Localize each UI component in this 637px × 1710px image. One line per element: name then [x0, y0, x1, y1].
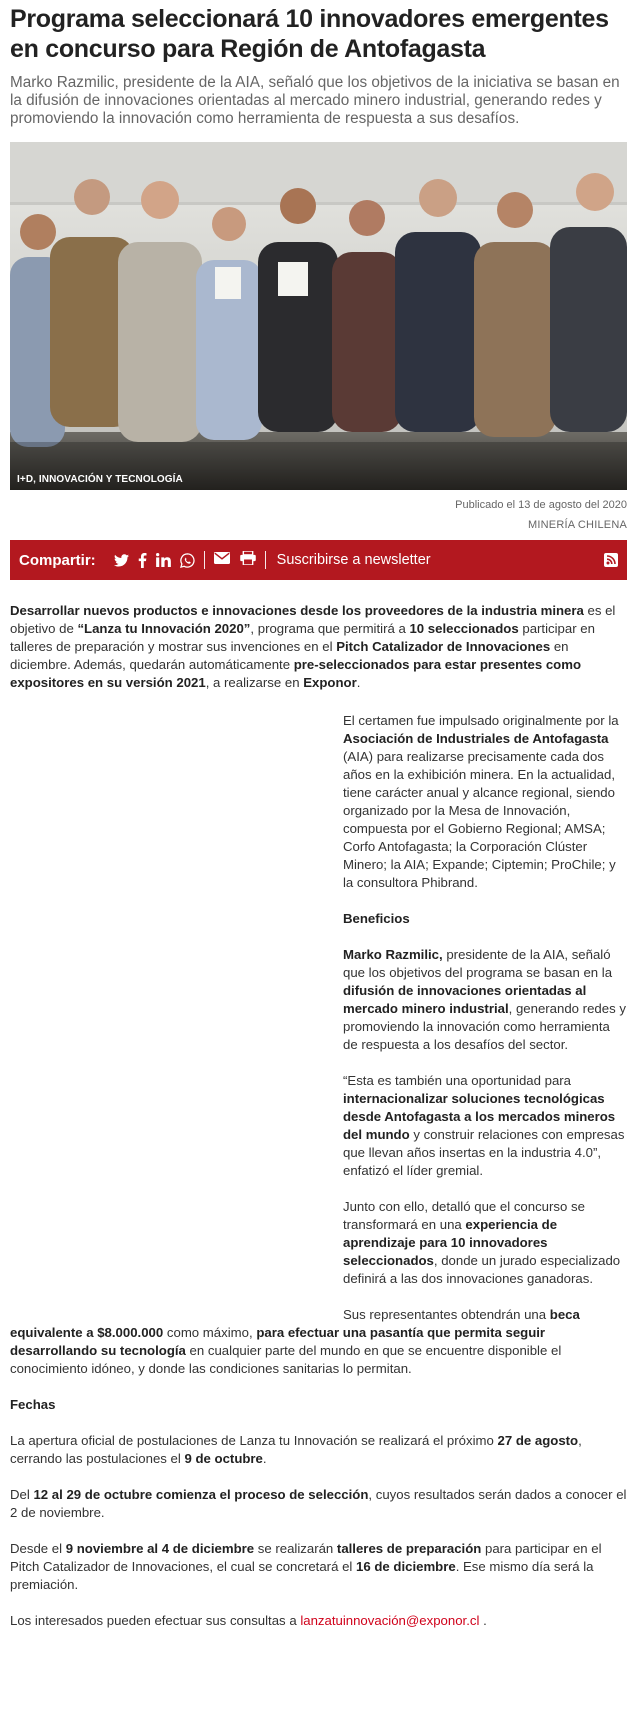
- paragraph-intro: Desarrollar nuevos productos e innovaciones desde los proveedores de la industria minera es el objetivo de “Lanza tu Innovación 2020”, programa que permitirá a 10 seleccionados participar en talleres de preparación y mostrar sus invenciones en el Pitch Catalizador de Innovaciones en diciembre. Además, quedarán automáticamente pre-seleccionados para estar presentes como expositores en su versión 2021, a realizarse en Exponor.: [10, 603, 616, 690]
- paragraph-concurso: Junto con ello, detalló que el concurso se transformará en una experiencia de aprendizaje para 10 innovadores seleccionados, donde un jurado especializado definirá a las dos innovaciones ganadoras.: [343, 1199, 621, 1286]
- whatsapp-icon[interactable]: [180, 553, 195, 568]
- group-photo-image: [10, 142, 627, 490]
- article-title: Programa seleccionará 10 innovadores emergentes en concurso para Región de Antofagasta: [10, 5, 609, 63]
- paragraph-certamen: El certamen fue impulsado originalmente por la Asociación de Industriales de Antofagasta (AIA) para realizarse precisamente cada dos años en la exhibición minera. En la actualidad, tiene carácter anual y alcance regional, siendo organizado por la Mesa de Innovación, compuesta por el Gobierno Regional; AMSA; Corfo Antofagasta; la Corporación Clúster Minero; la AIA; Expande; Ciptemin; ProChile; y la consultora Phibrand.: [343, 713, 619, 890]
- share-separator: [204, 551, 205, 569]
- print-icon[interactable]: [240, 551, 256, 570]
- article-lead: Marko Razmilic, presidente de la AIA, señaló que los objetivos de la iniciativa se basan en la difusión de innovaciones orientadas al mercado minero industrial, generando redes y promoviendo la innovación como herramienta de respuesta a sus desafíos.: [10, 74, 620, 127]
- article-photo[interactable]: [10, 142, 627, 490]
- paragraph-quote: “Esta es también una oportunidad para internacionalizar soluciones tecnológicas desde Antofagasta a los mercados mineros del mundo y construir relaciones con empresas que llevan años insertas en la industria 4.0”, enfatizó el líder gremial.: [343, 1073, 625, 1178]
- article-source: MINERÍA CHILENA: [528, 519, 627, 531]
- subscribe-newsletter-link[interactable]: Suscribirse a newsletter: [276, 552, 431, 568]
- rss-icon[interactable]: [604, 553, 618, 572]
- twitter-icon[interactable]: [114, 554, 129, 567]
- contact-email-link[interactable]: lanzatuinnovación@exponor.cl: [300, 1613, 480, 1628]
- photo-category-label[interactable]: I+D, INNOVACIÓN Y TECNOLOGÍA: [17, 474, 183, 485]
- paragraph-apertura: La apertura oficial de postulaciones de Lanza tu Innovación se realizará el próximo 27 de agosto, cerrando las postulaciones el 9 de octubre.: [10, 1433, 582, 1466]
- mail-icon[interactable]: [214, 551, 230, 569]
- article-body: [10, 602, 627, 1630]
- heading-fechas: Fechas: [10, 1397, 56, 1412]
- empty-embed-area: [10, 712, 343, 1307]
- paragraph-razmilic: Marko Razmilic, presidente de la AIA, señaló que los objetivos del programa se basan en la difusión de innovaciones orientadas al mercado minero industrial, generando redes y promoviendo la innovación como herramienta de respuesta a los desafíos del sector.: [343, 947, 626, 1052]
- paragraph-talleres: Desde el 9 noviembre al 4 de diciembre se realizarán talleres de preparación para participar en el Pitch Catalizador de Innovaciones, el cual se concretará el 16 de diciembre. Ese mismo día será la premiación.: [10, 1541, 602, 1592]
- share-bar: [10, 540, 627, 580]
- paragraph-consultas: Los interesados pueden efectuar sus consultas a lanzatuinnovación@exponor.cl .: [10, 1613, 487, 1628]
- facebook-icon[interactable]: [138, 553, 147, 568]
- paragraph-beca: Sus representantes obtendrán una beca equivalente a $8.000.000 como máximo, para efectuar una pasantía que permita seguir desarrollando su tecnología en cualquier parte del mundo en que se encuentre disponible el conocimiento idóneo, y donde las condiciones sanitarias lo permitan.: [10, 1307, 580, 1376]
- share-label: Compartir:: [19, 551, 96, 569]
- published-date: Publicado el 13 de agosto del 2020: [455, 499, 627, 511]
- linkedin-icon[interactable]: [156, 553, 171, 567]
- heading-beneficios: Beneficios: [343, 911, 410, 926]
- float-section: [10, 712, 627, 1180]
- publication-meta: [10, 498, 627, 532]
- share-icons: [114, 553, 195, 568]
- paragraph-seleccion: Del 12 al 29 de octubre comienza el proceso de selección, cuyos resultados serán dados a conocer el 2 de noviembre.: [10, 1487, 627, 1520]
- share-separator-2: [265, 551, 266, 569]
- article: [10, 4, 627, 1630]
